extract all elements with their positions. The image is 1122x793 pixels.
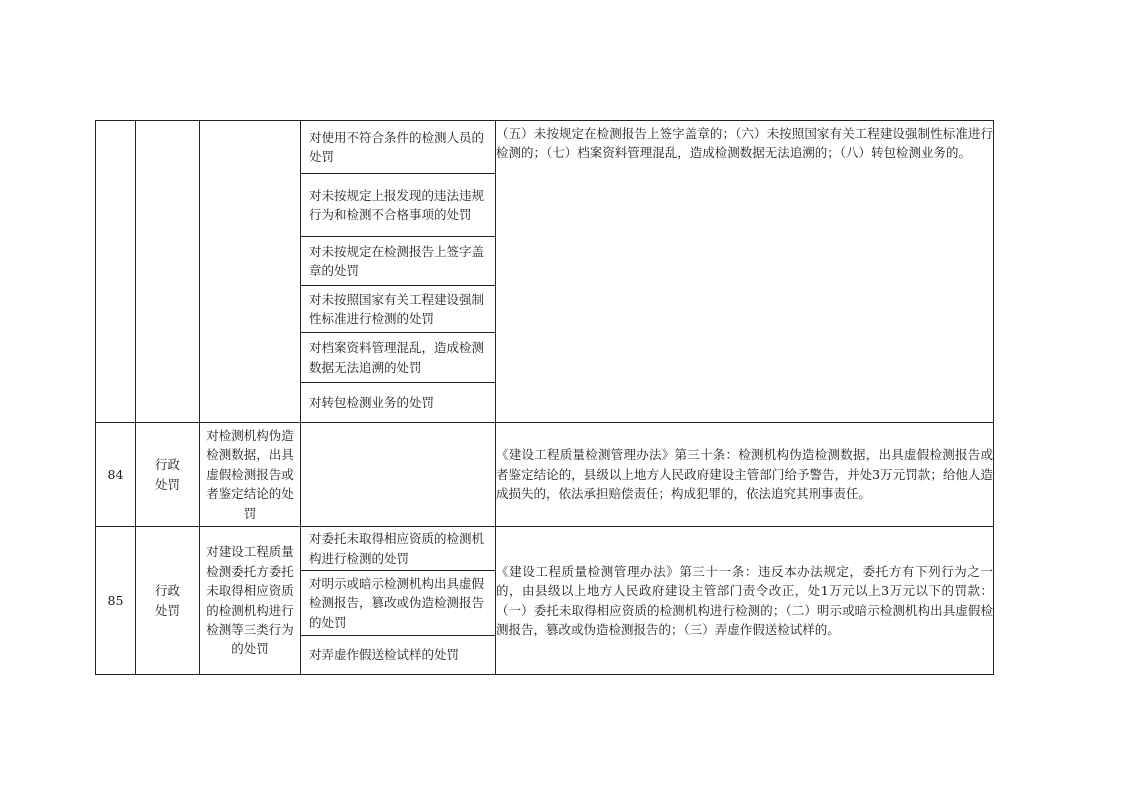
- row-item: 对检测机构伪造检测数据，出具虚假检测报告或者鉴定结论的处罚: [200, 423, 301, 527]
- row-type: 行政处罚: [136, 423, 200, 527]
- table-row: [96, 527, 994, 675]
- row-type: 行政处罚: [136, 527, 200, 675]
- row-type: [136, 121, 200, 423]
- penalty-table: [95, 120, 994, 675]
- legal-basis: （五）未按规定在检测报告上签字盖章的；（六）未按照国家有关工程建设强制性标准进行检测的；（七）档案资料管理混乱，造成检测数据无法追溯的；（八）转包检测业务的。: [496, 121, 994, 423]
- legal-basis: 《建设工程质量检测管理办法》第三十一条：违反本办法规定，委托方有下列行为之一的，由县级以上地方人民政府建设主管部门责令改正，处1万元以上3万元以下的罚款：（一）委托未取得相应资质的检测机构进行检测的；（二）明示或暗示检测机构出具虚假检测报告，篡改或伪造检测报告的；（三）弄虚作假送检试样的。: [496, 527, 994, 675]
- sub-item-list: [301, 121, 496, 423]
- sub-item: 对转包检测业务的处罚: [301, 382, 495, 422]
- row-item: [200, 121, 301, 423]
- sub-item: 对弄虚作假送检试样的处罚: [301, 635, 495, 674]
- sub-item: 对未按照国家有关工程建设强制性标准进行检测的处罚: [301, 285, 495, 332]
- legal-basis: 《建设工程质量检测管理办法》第三十条：检测机构伪造检测数据，出具虚假检测报告或者鉴定结论的，县级以上地方人民政府建设主管部门给予警告，并处3万元罚款；给他人造成损失的，依法承担赔偿责任；构成犯罪的，依法追究其刑事责任。: [496, 423, 994, 527]
- sub-item: 对未按规定在检测报告上签字盖章的处罚: [301, 236, 495, 285]
- table-row: [96, 121, 994, 423]
- sub-item: 对使用不符合条件的检测人员的处罚: [309, 129, 485, 164]
- row-item: 对建设工程质量检测委托方委托未取得相应资质的检测机构进行检测等三类行为的处罚: [200, 527, 301, 675]
- row-number: [96, 121, 136, 423]
- table-row: [96, 423, 994, 527]
- row-number: 85: [96, 527, 136, 675]
- sub-item: 对明示或暗示检测机构出具虚假检测报告，篡改或伪造检测报告的处罚: [301, 570, 495, 635]
- row-number: 84: [96, 423, 136, 527]
- sub-item: 对委托未取得相应资质的检测机构进行检测的处罚: [309, 531, 485, 566]
- sub-item: 对未按规定上报发现的违法违规行为和检测不合格事项的处罚: [301, 173, 495, 236]
- sub-item: 对档案资料管理混乱，造成检测数据无法追溯的处罚: [301, 332, 495, 382]
- sub-item-empty: [301, 423, 496, 527]
- sub-item-list: [301, 527, 496, 675]
